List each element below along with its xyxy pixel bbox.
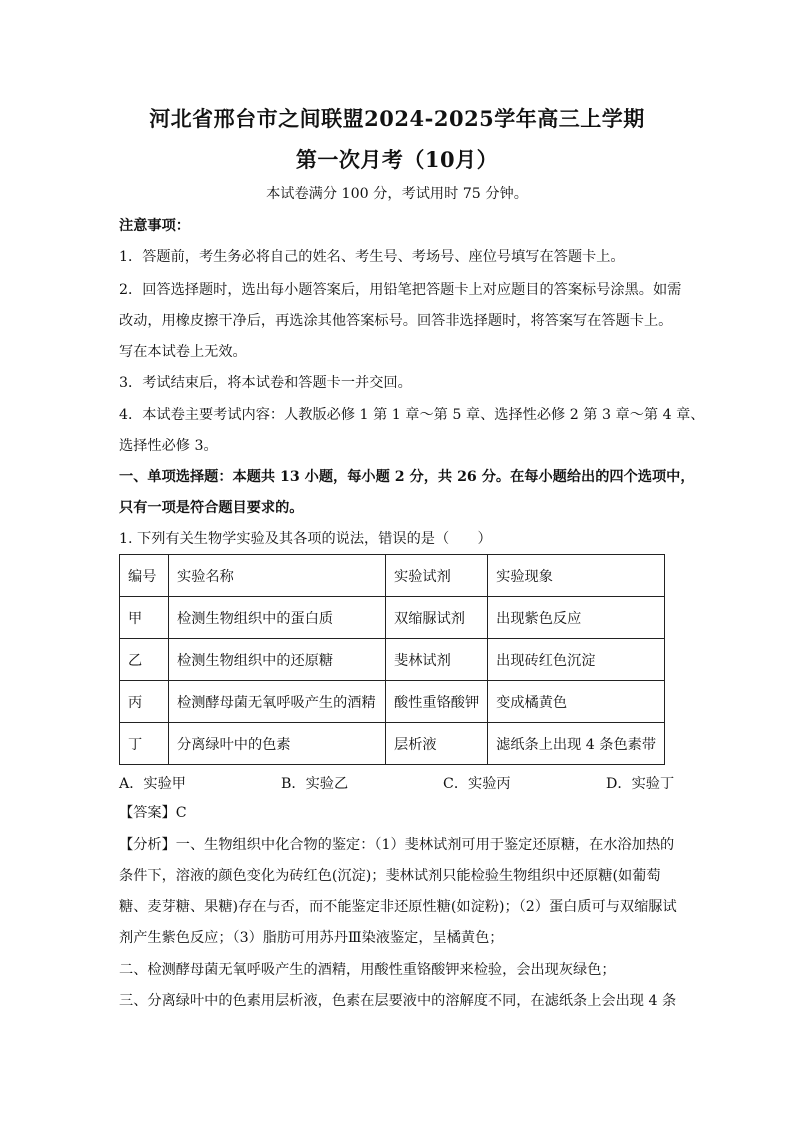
question-stem: 1. 下列有关生物学实验及其各项的说法，错误的是（ ） bbox=[119, 531, 492, 547]
analysis-line: 三、分离绿叶中的色素用层析液，色素在层要液中的溶解度不同，在滤纸条上会出现 4 条 bbox=[119, 993, 677, 1009]
analysis-line: 糖、麦芽糖、果糖)存在与否，而不能鉴定非还原性糖(如淀粉)；（2）蛋白质可与双缩脲试 bbox=[119, 899, 677, 915]
table-cell: 分离绿叶中的色素 bbox=[169, 723, 386, 765]
table-cell: 层析液 bbox=[386, 723, 488, 765]
analysis-line: 条件下，溶液的颜色变化为砖红色(沉淀)；斐林试剂只能检验生物组织中还原糖(如葡萄 bbox=[119, 868, 661, 884]
table-header-cell: 实验现象 bbox=[488, 555, 665, 597]
experiment-table bbox=[119, 554, 665, 765]
table-header-cell: 实验试剂 bbox=[386, 555, 488, 597]
option-d: D．实验丁 bbox=[606, 776, 675, 792]
note-line: 3．考试结束后，将本试卷和答题卡一并交回。 bbox=[119, 375, 412, 391]
option-a: A．实验甲 bbox=[119, 776, 186, 792]
note-line: 选择性必修 3。 bbox=[119, 438, 218, 454]
table-cell: 变成橘黄色 bbox=[488, 681, 665, 723]
answer-line: 【答案】C bbox=[119, 805, 187, 821]
table-cell: 检测生物组织中的蛋白质 bbox=[169, 597, 386, 639]
table-row bbox=[120, 681, 665, 723]
table-cell: 出现紫色反应 bbox=[488, 597, 665, 639]
table-cell: 酸性重铬酸钾 bbox=[386, 681, 488, 723]
section-heading-cont: 只有一项是符合题目要求的。 bbox=[119, 500, 304, 516]
notes-heading: 注意事项： bbox=[119, 218, 190, 234]
table-row bbox=[120, 597, 665, 639]
table-cell: 甲 bbox=[120, 597, 169, 639]
note-line: 4．本试卷主要考试内容：人教版必修 1 第 1 章～第 5 章、选择性必修 2 第 3 章～第 4 章、 bbox=[119, 407, 705, 423]
note-line: 2．回答选择题时，选出每小题答案后，用铅笔把答题卡上对应题目的答案标号涂黑。如需 bbox=[119, 282, 682, 298]
note-line: 1．答题前，考生务必将自己的姓名、考生号、考场号、座位号填写在答题卡上。 bbox=[119, 249, 625, 265]
table-cell: 双缩脲试剂 bbox=[386, 597, 488, 639]
analysis-line: 二、检测酵母菌无氧呼吸产生的酒精，用酸性重铬酸钾来检验，会出现灰绿色； bbox=[119, 962, 616, 978]
table-row bbox=[120, 639, 665, 681]
section-heading: 一、单项选择题：本题共 13 小题，每小题 2 分，共 26 分。在每小题给出的四个选项中， bbox=[119, 469, 695, 485]
option-c: C．实验丙 bbox=[443, 776, 511, 792]
table-cell: 丙 bbox=[120, 681, 169, 723]
analysis-line: 【分析】一、生物组织中化合物的鉴定：（1）斐林试剂可用于鉴定还原糖，在水浴加热的 bbox=[119, 837, 675, 853]
table-cell: 出现砖红色沉淀 bbox=[488, 639, 665, 681]
table-cell: 滤纸条上出现 4 条色素带 bbox=[488, 723, 665, 765]
table-cell: 检测生物组织中的还原糖 bbox=[169, 639, 386, 681]
note-line: 写在本试卷上无效。 bbox=[119, 344, 247, 360]
table-header-cell: 实验名称 bbox=[169, 555, 386, 597]
table-header-row bbox=[120, 555, 665, 597]
analysis-line: 剂产生紫色反应；（3）脂肪可用苏丹Ⅲ染液鉴定，呈橘黄色； bbox=[119, 930, 504, 946]
table-row bbox=[120, 723, 665, 765]
table-cell: 乙 bbox=[120, 639, 169, 681]
table-cell: 丁 bbox=[120, 723, 169, 765]
note-line: 改动，用橡皮擦干净后，再选涂其他答案标号。回答非选择题时，将答案写在答题卡上。 bbox=[119, 313, 673, 329]
table-cell: 检测酵母菌无氧呼吸产生的酒精 bbox=[169, 681, 386, 723]
exam-subtitle: 本试卷满分 100 分，考试用时 75 分钟。 bbox=[266, 186, 528, 202]
exam-title-line2: 第一次月考（10月） bbox=[295, 147, 499, 172]
table-cell: 斐林试剂 bbox=[386, 639, 488, 681]
option-b: B．实验乙 bbox=[281, 776, 349, 792]
table-header-cell: 编号 bbox=[120, 555, 169, 597]
exam-title-line1: 河北省邢台市之间联盟2024-2025学年高三上学期 bbox=[149, 106, 645, 131]
